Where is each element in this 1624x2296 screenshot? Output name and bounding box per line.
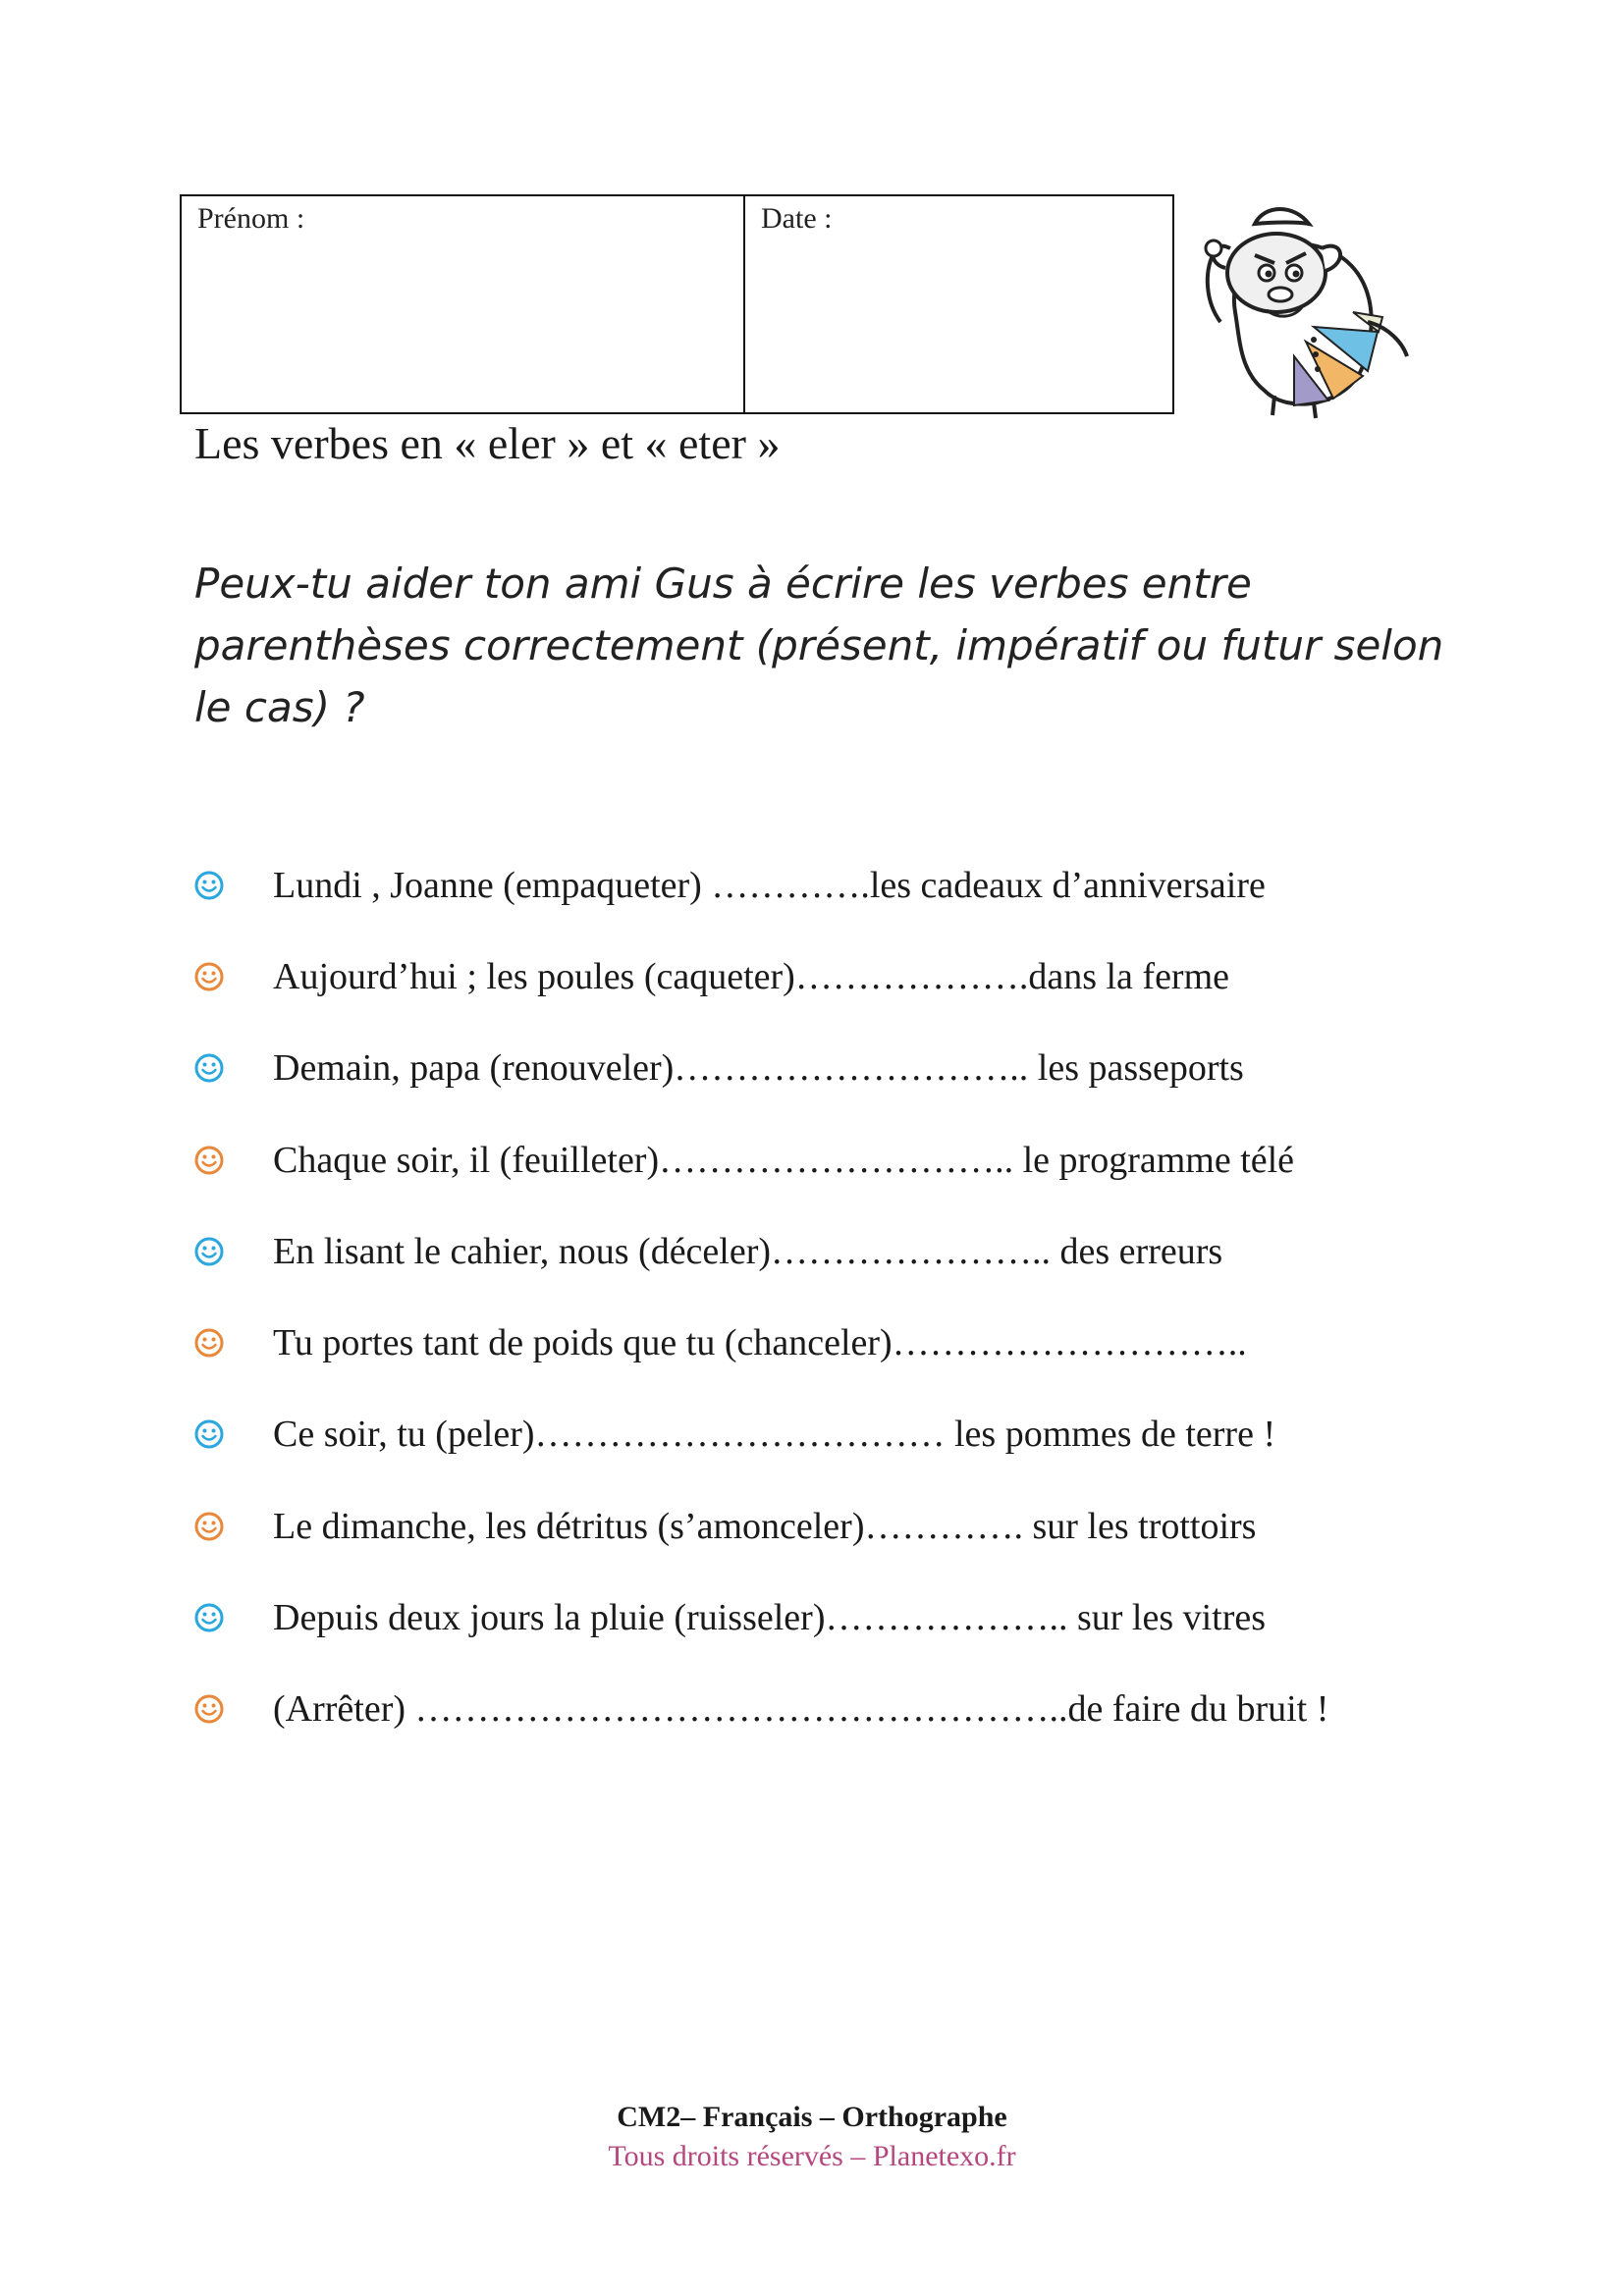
exercise-sentence[interactable]: Depuis deux jours la pluie (ruisseler)……………….. sur les vitres: [273, 1597, 1267, 1639]
exercise-sentence[interactable]: En lisant le cahier, nous (déceler)………………….. des erreurs: [273, 1230, 1223, 1272]
first-name-label: Prénom :: [197, 202, 305, 235]
exercise-item: [194, 1205, 1471, 1297]
exercise-sentence[interactable]: Ce soir, tu (peler)…………………………… les pommes de terre !: [273, 1414, 1276, 1456]
smiley-orange-icon: [194, 1512, 224, 1541]
exercise-sentence[interactable]: Aujourd’hui ; les poules (caqueter)……………….dans la ferme: [273, 955, 1230, 997]
sheep-mascot-icon: [1196, 194, 1422, 420]
smiley-blue-icon: [194, 1237, 224, 1266]
smiley-orange-icon: [194, 1146, 224, 1175]
exercise-item: [194, 1480, 1471, 1572]
smiley-orange-icon: [194, 1694, 224, 1724]
exercise-item: [194, 1023, 1471, 1114]
smiley-blue-icon: [194, 1053, 224, 1083]
smiley-blue-icon: [194, 1603, 224, 1632]
footer-title: CM2– Français – Orthographe: [617, 2101, 1007, 2133]
exercise-item: [194, 1114, 1471, 1205]
exercise-sentence[interactable]: Tu portes tant de poids que tu (chanceler)………………………..: [273, 1322, 1247, 1364]
footer-rights: Tous droits réservés – Planetexo.fr: [608, 2140, 1016, 2172]
exercise-item: [194, 1572, 1471, 1663]
first-name-field[interactable]: [182, 196, 745, 412]
exercise-sentence[interactable]: Lundi , Joanne (empaqueter) ………….les cadeaux d’anniversaire: [273, 864, 1266, 906]
exercise-item: [194, 1664, 1471, 1755]
exercise-item: [194, 1389, 1471, 1480]
exercise-sentence[interactable]: Le dimanche, les détritus (s’amonceler)…………. sur les trottoirs: [273, 1505, 1257, 1547]
page-title: Les verbes en « eler » et « eter »: [194, 418, 781, 468]
exercise-item: [194, 931, 1471, 1022]
exercise-list: [194, 839, 1471, 1755]
smiley-orange-icon: [194, 962, 224, 991]
smiley-blue-icon: [194, 1419, 224, 1449]
exercise-sentence[interactable]: (Arrêter) ……………………………………………..de faire du bruit !: [273, 1688, 1329, 1731]
instruction-text: Peux-tu aider ton ami Gus à écrire les verbes entre parenthèses correctement (présent, impératif ou futur selon le cas) ?: [194, 560, 1444, 731]
exercise-sentence[interactable]: Chaque soir, il (feuilleter)……………………….. le programme télé: [273, 1139, 1295, 1181]
date-label: Date :: [761, 202, 833, 235]
smiley-orange-icon: [194, 1328, 224, 1358]
name-date-box: [180, 194, 1174, 414]
date-field[interactable]: [745, 196, 1172, 412]
exercise-item: [194, 839, 1471, 931]
smiley-blue-icon: [194, 871, 224, 900]
exercise-item: [194, 1297, 1471, 1388]
exercise-sentence[interactable]: Demain, papa (renouveler)……………………….. les passeports: [273, 1047, 1244, 1090]
